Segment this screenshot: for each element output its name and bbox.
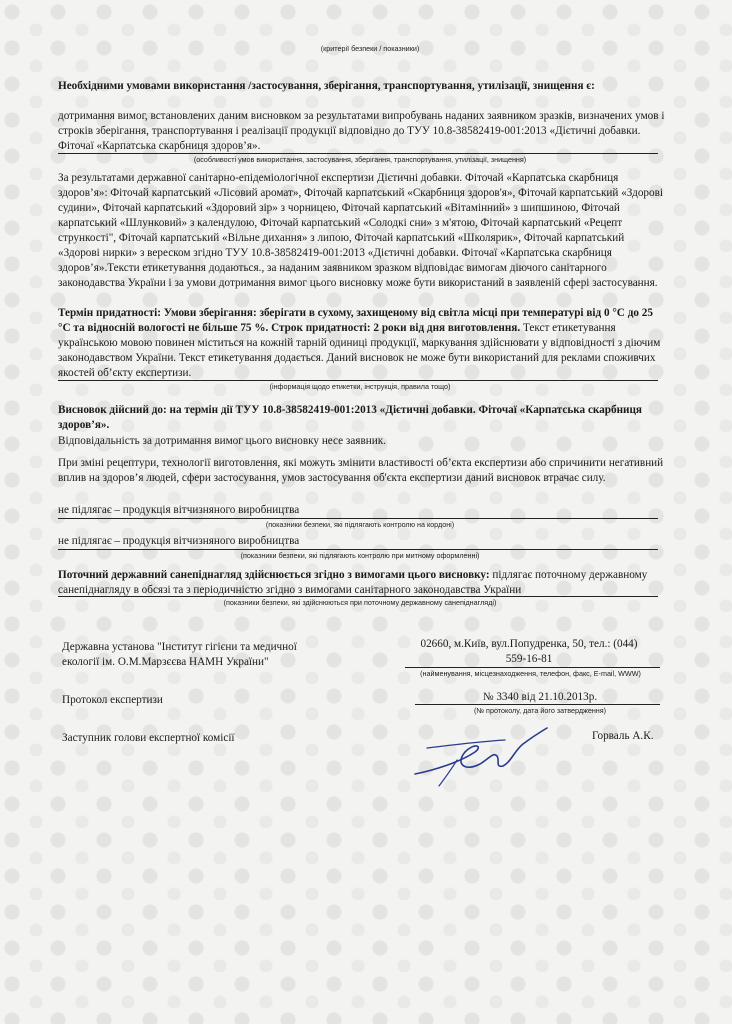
border-control-caption: (показники безпеки, які підлягають контролю на кордоні) bbox=[265, 520, 455, 529]
supervision-text: підлягає поточному державному санепіднагляду в обсязі та з періодичністю згідно з вимогами санітарного законодавства України bbox=[58, 569, 648, 596]
border-control-rule bbox=[58, 518, 658, 519]
supervision-block bbox=[58, 568, 668, 598]
protocol-value: № 3340 від 21.10.2013р. bbox=[482, 691, 598, 703]
conditions-text: дотримання вимог, встановлених даним висновком за результатами випробувань наданих заявником зразків, визначених умов і строків зберігання, транспортування і реалізації продукції відповідно до ТУУ 10.8-38582419-001:2013 «Дієтичні добавки. Фіточаї «Карпатська скарбниця здоров’я». bbox=[58, 110, 665, 152]
supervision-caption: (показники безпеки, які здійснюються при поточному державному санепіднагляді) bbox=[223, 598, 497, 607]
institution-address bbox=[398, 637, 660, 667]
protocol-label: Протокол експертизи bbox=[62, 694, 163, 706]
institution-address-line2: 559-16-81 bbox=[505, 653, 553, 665]
institution-address-line1: 02660, м.Київ, вул.Попудренка, 50, тел.: (044) bbox=[420, 638, 638, 650]
institution-name bbox=[62, 640, 362, 670]
customs-control-caption: (показники безпеки, які підлягають контролю при митному оформленні) bbox=[240, 551, 480, 560]
shelf-life-bold: Термін придатності: Умови зберігання: зберігати в сухому, захищеному від світла місці при температурі від 0 °С до 25 °С та відносній вологості не більше 75 %. Строк придатності: 2 роки від дня виготовлення. bbox=[58, 307, 653, 334]
shelf-life-text: Текст етикетування українською мовою повинен міститься на кожній тарній одиниці продукції, маркування здійснювати у відповідності з діючим законодавством України. Текст етикетування додається. Даний висновок не може бути використаний для реклами споживчих якостей об’єкту експертизи. bbox=[58, 322, 661, 379]
protocol-rule bbox=[415, 704, 660, 705]
customs-control-value: не підлягає – продукція вітчизняного виробництва bbox=[58, 535, 300, 547]
institution-name-line2: екології ім. О.М.Марзєєва НАМН України" bbox=[62, 656, 269, 668]
validity-heading: Висновок дійсний до: на термін дії ТУУ 10.8-38582419-001:2013 «Дієтичні добавки. Фіточаї «Карпатська скарбниця здоров’я». bbox=[58, 404, 642, 431]
border-control-value: не підлягає – продукція вітчизняного виробництва bbox=[58, 504, 300, 516]
supervision-rule bbox=[58, 596, 658, 597]
signatory-name: Горваль А.К. bbox=[592, 730, 654, 742]
institution-name-line1: Державна установа "Інститут гігієни та медичної bbox=[62, 641, 297, 653]
protocol-caption: (№ протоколу, дата його затвердження) bbox=[473, 706, 607, 715]
conditions-rule bbox=[58, 153, 658, 154]
shelf-life-block bbox=[58, 306, 668, 381]
shelf-life-rule bbox=[58, 380, 658, 381]
supervision-bold: Поточний державний санепіднагляд здійснюється згідно з вимогами цього висновку: bbox=[58, 569, 490, 581]
expertise-results-text: За результатами державної санітарно-епідеміологічної експертизи Дієтичні добавки. Фіточай «Карпатська скарбниця здоров’я»: Фіточай карпатський «Лісовий аромат», Фіточай карпатський «Скарбниця здоров'я», Фіточай карпатський «Здорові судини», Фіточай карпатський «Здоровий зір» з чорницею, Фіточай карпатський «Вітамінний» з шипшиною, Фіточай карпатський «Шлунковий» з календулою, Фіточай карпатський «Солодкі сни» з м'ятою, Фіточай карпатський «Рецепт стрункості", Фіточай карпатський «Вільне дихання» з липою, Фіточай карпатський «Школярик», Фіточай карпатський «Здорові нирки» з вереском згідно ТУУ 10.8-38582419-001:2013 «Дієтичні добавки. Фіточаї «Карпатська скарбниця здоров’я».Тексти етикетування додаються., за наданим заявником зразком відповідає вимогам діючого санітарного законодавства України і за умови дотримання вимог цього висновку може бути використаний в заявленій сфері застосування. bbox=[58, 172, 663, 289]
shelf-life-caption: (інформація щодо етикетки, інструкція, правила тощо) bbox=[269, 382, 451, 391]
institution-caption: (найменування, місцезнаходження, телефон, факс, E-mail, WWW) bbox=[420, 669, 641, 678]
handwritten-signature bbox=[405, 712, 555, 792]
responsibility-text: Відповідальність за дотримання вимог цього висновку несе заявник. bbox=[58, 435, 386, 447]
conditions-heading: Необхідними умовами використання /застосування, зберігання, транспортування, утилізації, знищення є: bbox=[58, 80, 595, 92]
changes-text: При зміні рецептури, технології виготовлення, які можуть змінити властивості об’єкта експертизи або спричинити негативний вплив на здоров’я людей, сфери застосування, умов застосування об'єкта експертизи даний висновок втрачає силу. bbox=[58, 457, 664, 484]
customs-control-rule bbox=[58, 549, 658, 550]
signatory-title: Заступник голови експертної комісії bbox=[62, 732, 235, 744]
conditions-caption: (особливості умов використання, застосування, зберігання, транспортування, утилізації, знищення) bbox=[193, 155, 527, 164]
institution-rule bbox=[405, 667, 660, 668]
criteria-caption: (критерії безпеки / показники) bbox=[320, 44, 420, 53]
